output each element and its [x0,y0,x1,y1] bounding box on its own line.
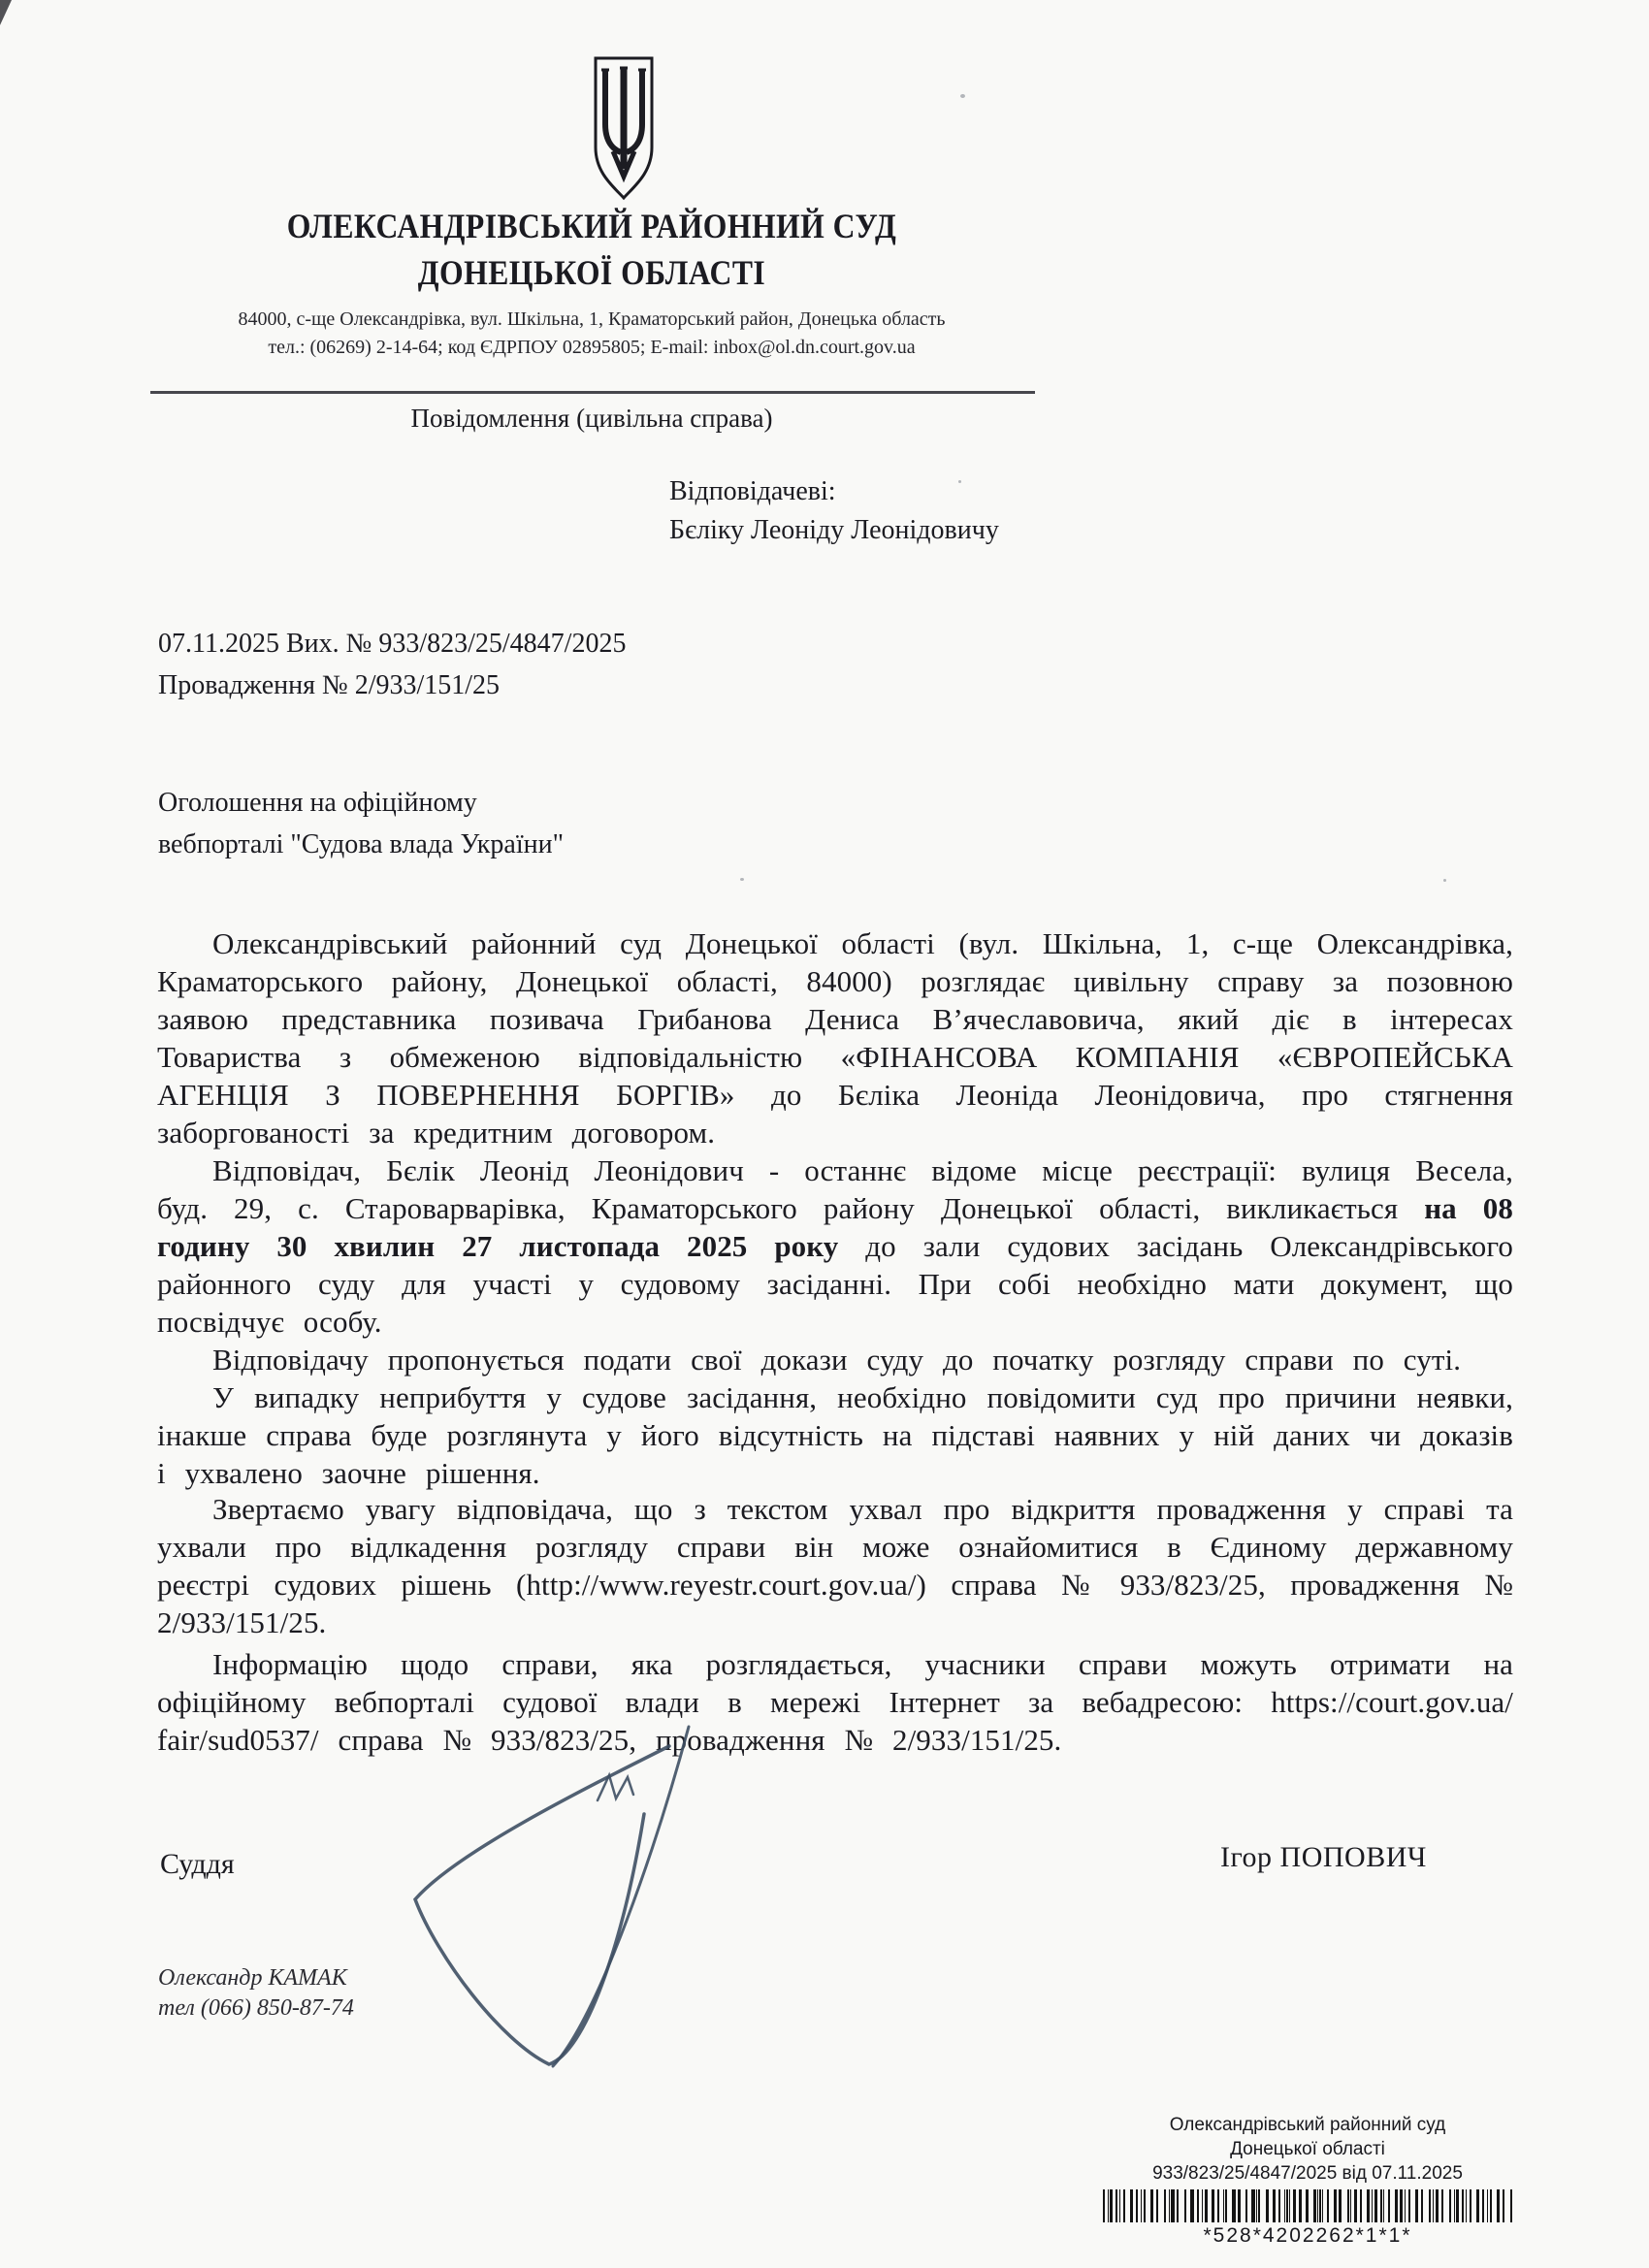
judge-signature-ink [386,1725,698,2076]
body-paragraph-registry-info: Звертаємо увагу відповідача, що з текстом ухвал про відкриття провадження у справі та ухвали про відлкадення розгляду справи він може ознайомитися в Єдиному державному реєстрі судових рішень (http://www.reyestr.court.gov.ua/) справа № 933/823/25, провадження № 2/933/151/25. [157,1492,1513,1639]
outgoing-number-line: 07.11.2025 Вих. № 933/823/25/4847/2025 [158,629,627,659]
stamp-doc-number: 933/823/25/4847/2025 від 07.11.2025 [1152,2163,1463,2184]
addressee-label: Відповідачеві: [669,476,836,506]
header-divider [150,391,1035,394]
summons-text-post: до зали судових засідань Олександрівського районного суду для участі у судовому засіданні. При собі необхідно мати документ, що посвідчує особу. [157,1229,1513,1339]
court-address-line: 84000, с-ще Олександрівка, вул. Шкільна, 1, Краматорський район, Донецька область [238,308,946,330]
court-contact-line: тел.: (06269) 2-14-64; код ЄДРПОУ 02895805; E-mail: inbox@ol.dn.court.gov.ua [268,337,916,358]
summons-text-pre: Відповідач, Бєлік Леонід Леонідович - останнє відоме місце реєстрації: вулиця Весела, буд. 29, с. Староварварівка, Краматорського району Донецької області, викликається [157,1153,1513,1225]
body-paragraph-webportal-info: Інформацію щодо справи, яка розглядається, учасники справи можуть отримати на офіційному вебпорталі судової влади в мережі Інтернет за вебадресою: https://court.gov.ua/ fair/sud0537/ справа № 933/823/25, провадження № 2/933/151/25. [157,1647,1513,1757]
body-paragraph-summons [157,1151,1513,1341]
addressee-block [669,472,999,550]
judge-role-label: Суддя [160,1848,235,1880]
clerk-block [158,1963,354,2024]
proceeding-number-line: Провадження № 2/933/151/25 [158,670,501,700]
document-type-title: Повідомлення (цивільна справа) [410,404,773,433]
reference-block [158,623,626,706]
barcode-text: *528*4202262*1*1* [1203,2224,1412,2247]
body-paragraph-absence-warning: У випадку неприбуття у судове засідання, необхідно повідомити суд про причини неявки, інакше справа буде розглянута у його відсутність на підставі наявних у ній даних чи доказів і ухвалено заочне рішення. [157,1380,1513,1490]
scan-speck [1443,879,1446,882]
registration-stamp [1094,2113,1521,2248]
judge-name: Ігор ПОПОВИЧ [1220,1841,1427,1873]
addressee-name: Бєліку Леоніду Леонідовичу [669,515,999,545]
court-name-line2: ДОНЕЦЬКОЇ ОБЛАСТІ [417,253,766,292]
stamp-court-line1: Олександрівський районний суд [1169,2115,1446,2135]
scan-corner-artifact [0,0,12,25]
body-paragraph-case-intro: Олександрівський районний суд Донецької області (вул. Шкільна, 1, с-ще Олександрівка, Краматорського району, Донецької області, 84000) розглядає цивільну справу за позовною заявою представника позивача Грибанова Дениса В’ячеславовича, який діє в інтересах Товариства з обмеженою відповідальністю «ФІНАНСОВА КОМПАНІЯ «ЄВРОПЕЙСЬКА АГЕНЦІЯ З ПОВЕРНЕННЯ БОРГІВ» до Бєліка Леоніда Леонідовича, про стягнення заборгованості за кредитним договором. [157,926,1513,1150]
court-name-line1: ОЛЕКСАНДРІВСЬКИЙ РАЙОННИЙ СУД [286,207,897,245]
clerk-name: Олександр КАМАК [158,1965,347,1991]
summons-datetime-bold: на 08 годину 30 хвилин 27 листопада 2025 року [157,1191,1513,1263]
clerk-phone: тел (066) 850-87-74 [158,1995,354,2021]
stamp-court-line2: Донецької області [1230,2139,1385,2159]
barcode [1103,2189,1512,2222]
announcement-line2: вебпорталі "Судова влада України" [158,829,565,859]
ukraine-trident-emblem [590,54,658,202]
scan-speck [960,94,965,98]
announcement-block [158,782,564,865]
body-paragraph-evidence: Відповідачу пропонується подати свої докази суду до початку розгляду справи по суті. [212,1343,1462,1377]
scan-speck [740,878,744,881]
announcement-line1: Оголошення на офіційному [158,788,477,818]
